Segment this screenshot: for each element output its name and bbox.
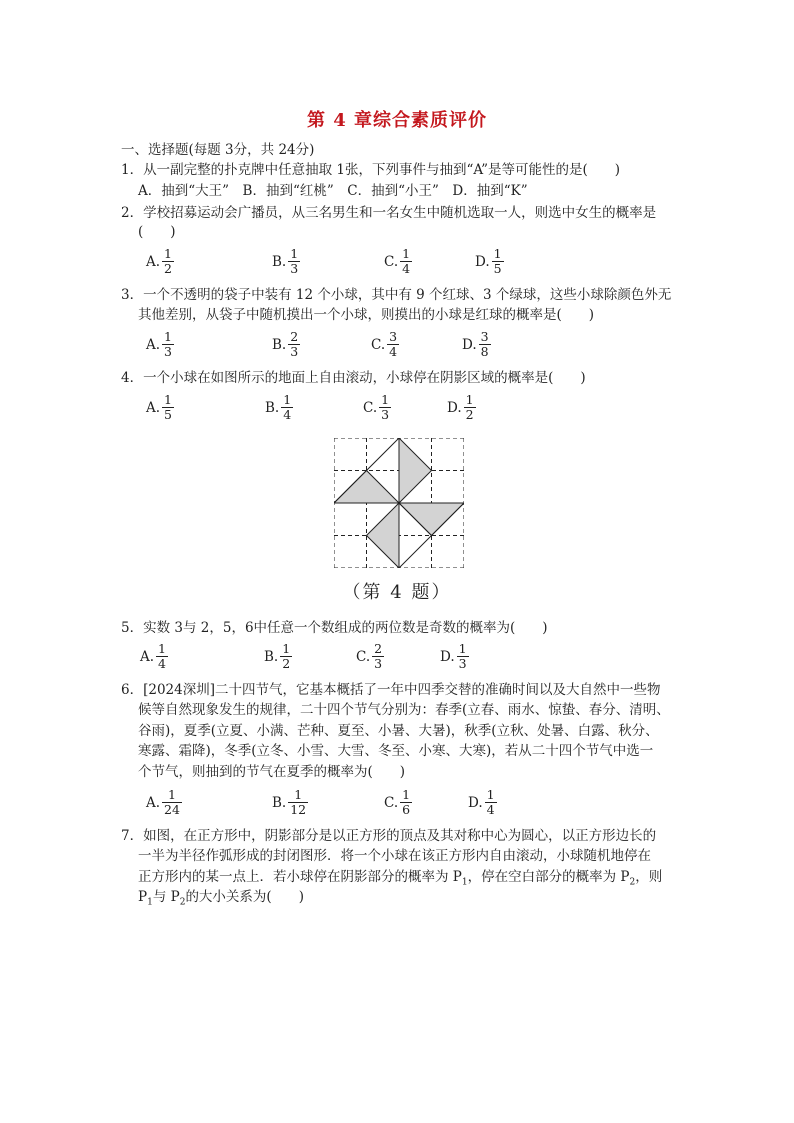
option-d: D. $\frac{3}{8}$: [462, 329, 489, 359]
figure-caption: （第 4 题）: [342, 582, 452, 603]
shaded-triangle-right: [399, 503, 464, 536]
question-2-text-cont: ( ): [138, 224, 176, 240]
option-b: B. $\frac{2}{3}$: [272, 329, 299, 359]
question-6-text-5: 个节气，则抽到的节气在夏季的概率为( ): [138, 764, 406, 780]
pinwheel-figure: [334, 438, 464, 568]
question-1-options: A．抽到“大王” B．抽到“红桃” C．抽到“小王” D．抽到“K”: [138, 183, 528, 199]
option-d: D. $\frac{1}{3}$: [440, 641, 467, 671]
option-c: C. $\frac{3}{4}$: [371, 329, 398, 359]
shaded-triangle-left: [334, 471, 399, 504]
question-1-text: 1．从一副完整的扑克牌中任意抽取 1张，下列事件与抽到“A”是等可能性的是( ): [121, 162, 621, 178]
option-a: A. $\frac{1}{2}$: [146, 246, 172, 276]
option-c: C. $\frac{1}{3}$: [363, 392, 390, 422]
question-6-text-2: 候等自然现象发生的规律，二十四个节气分别为：春季(立春、雨水、惊蛰、春分、清明、: [138, 702, 670, 718]
option-a: A. $\frac{1}{5}$: [146, 392, 172, 422]
shaded-triangle-bottom: [367, 503, 400, 568]
question-7-text-3: 正方形内的某一点上．若小球停在阴影部分的概率为 $P_1$，停在空白部分的概率为 $P_2$，则: [138, 869, 663, 888]
option-c: C. $\frac{2}{3}$: [356, 641, 383, 671]
option-d: D. $\frac{1}{5}$: [475, 246, 502, 276]
question-3-text-cont: 其他差别，从袋子中随机摸出一个小球，则摸出的小球是红球的概率是( ): [138, 307, 595, 323]
question-2-text: 2．学校招募运动会广播员，从三名男生和一名女生中随机选取一人，则选中女生的概率是: [121, 205, 657, 221]
section-heading: 一、选择题(每题 3分，共 24分): [121, 142, 315, 158]
option-b: B. $\frac{1}{2}$: [264, 641, 291, 671]
question-3-text: 3．一个不透明的袋子中装有 12 个小球，其中有 9 个红球、3 个绿球，这些小球除颜色外无: [121, 287, 672, 303]
option-b: B. $\frac{1}{12}$: [272, 787, 307, 817]
shaded-triangle-top: [399, 438, 432, 503]
question-6-text-4: 寒露、霜降)，冬季(立冬、小雪、大雪、冬至、小寒、大寒)，若从二十四个节气中选一: [138, 743, 654, 759]
option-b: B. $\frac{1}{3}$: [272, 246, 299, 276]
question-4-text: 4．一个小球在如图所示的地面上自由滚动，小球停在阴影区域的概率是( ): [121, 370, 586, 386]
question-7-text-2: 一半为半径作弧形成的封闭图形．将一个小球在该正方形内自由滚动，小球随机地停在: [138, 848, 651, 864]
option-c: C. $\frac{1}{6}$: [384, 787, 411, 817]
option-d: D. $\frac{1}{2}$: [447, 392, 474, 422]
option-a: A. $\frac{1}{3}$: [146, 329, 172, 359]
question-7-text-4: $P_1$与 $P_2$的大小关系为( ): [138, 889, 304, 908]
option-a: A. $\frac{1}{4}$: [140, 641, 166, 671]
question-7-text: 7．如图，在正方形中，阴影部分是以正方形的顶点及其对称中心为圆心，以正方形边长的: [121, 828, 657, 844]
question-6-text-3: 谷雨)，夏季(立夏、小满、芒种、夏至、小暑、大暑)，秋季(立秋、处暑、白露、秋分、: [138, 723, 659, 739]
option-c: C. $\frac{1}{4}$: [384, 246, 411, 276]
option-b: B. $\frac{1}{4}$: [265, 392, 292, 422]
question-6-text: 6．[2024深圳]二十四节气，它基本概括了一年中四季交替的准确时间以及大自然中一些物: [121, 682, 661, 698]
question-5-text: 5．实数 3与 2，5，6中任意一个数组成的两位数是奇数的概率为( ): [121, 620, 548, 636]
option-d: D. $\frac{1}{4}$: [468, 787, 495, 817]
option-a: A. $\frac{1}{24}$: [146, 787, 180, 817]
page-title: 第 4 章综合素质评价: [306, 110, 488, 131]
